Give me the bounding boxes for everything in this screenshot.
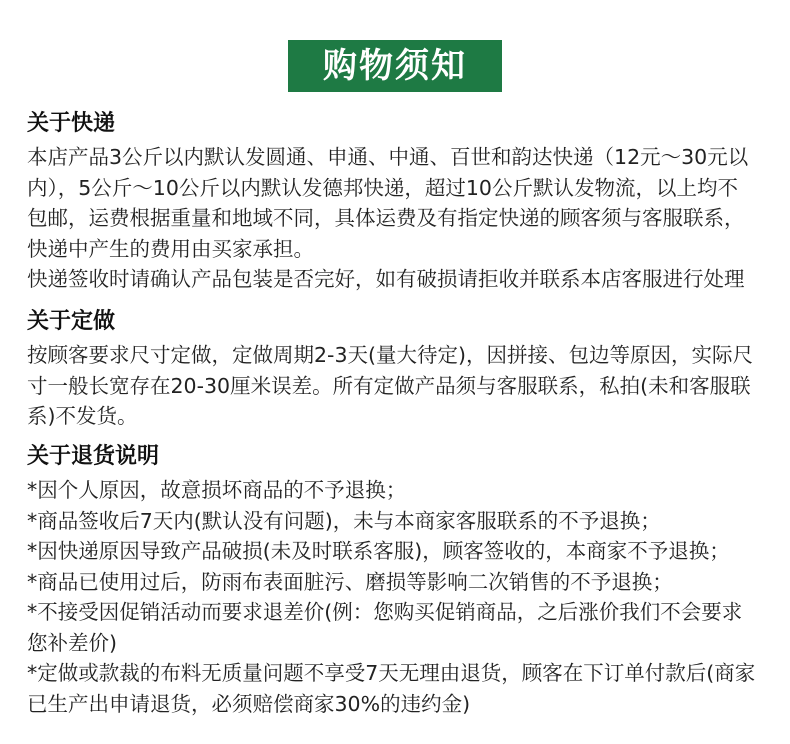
text-line: *商品签收后7天内(默认没有问题)，未与本商家客服联系的不予退换； — [27, 508, 661, 533]
text-line: 您补差价) — [27, 630, 117, 655]
text-line: 快递中产生的费用由买家承担。 — [27, 236, 314, 261]
section-custom-order — [27, 307, 776, 432]
text-line: 已生产出申请退货，必须赔偿商家30%的违约金) — [27, 691, 471, 716]
text-line: 本店产品3公斤以内默认发圆通、申通、中通、百世和韵达快递（12元～30元以 — [27, 145, 749, 169]
title-banner — [288, 40, 502, 92]
section-heading: 关于退货说明 — [27, 444, 160, 469]
text-line: 内），5公斤～10公斤以内默认发德邦快递，超过10公斤默认发物流，以上均不 — [27, 175, 738, 200]
section-shipping — [27, 109, 776, 295]
page-title: 购物须知 — [323, 46, 467, 86]
text-line: 快递签收时请确认产品包装是否完好，如有破损请拒收并联系本店客服进行处理 — [27, 267, 745, 291]
text-line: 按顾客要求尺寸定做，定做周期2-3天(量大待定)，因拼接、包边等原因，实际尺 — [27, 343, 753, 367]
text-line: 系)不发货。 — [27, 404, 138, 428]
text-line: *定做或款裁的布料无质量问题不享受7天无理由退货，顾客在下订单付款后(商家 — [27, 661, 756, 685]
section-heading: 关于快递 — [27, 111, 116, 136]
text-line: *因快递原因导致产品破损(未及时联系客服)，顾客签收的，本商家不予退换； — [27, 539, 730, 563]
section-returns — [27, 442, 776, 719]
text-line: *不接受因促销活动而要求退差价(例：您购买促销商品，之后涨价我们不会要求 — [27, 600, 743, 624]
text-line: *因个人原因，故意损坏商品的不予退换； — [27, 478, 407, 502]
text-line: *商品已使用过后，防雨布表面脏污、磨损等影响二次销售的不予退换； — [27, 569, 673, 594]
section-heading: 关于定做 — [27, 309, 116, 334]
text-line: 寸一般长宽存在20-30厘米误差。所有定做产品须与客服联系，私拍(未和客服联 — [27, 373, 751, 398]
text-line: 包邮，运费根据重量和地域不同，具体运费及有指定快递的顾客须与客服联系， — [27, 206, 745, 230]
